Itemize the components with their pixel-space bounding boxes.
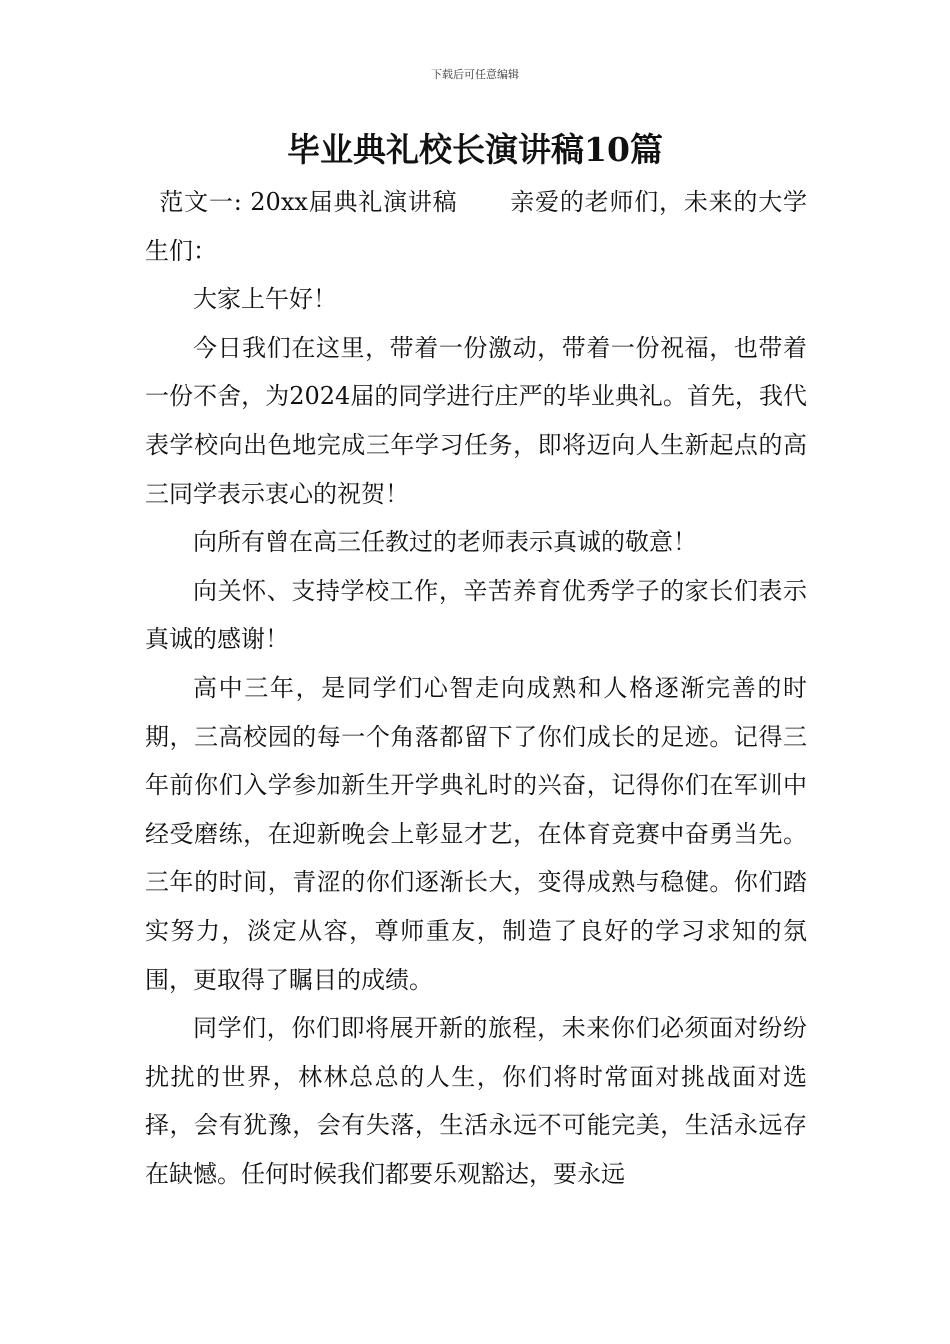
header-note: 下载后可任意编辑 xyxy=(431,68,519,81)
intro-label: 范文一: 20xx届典礼演讲稿 xyxy=(159,188,458,216)
intro-paragraph xyxy=(145,178,807,275)
paragraph-opening: 今日我们在这里，带着一份激动，带着一份祝福，也带着一份不舍，为2024届的同学进行庄严的毕业典礼。首先，我代表学校向出色地完成三年学习任务，即将迈向人生新起点的高三同学表示衷心的祝贺！ xyxy=(145,333,807,508)
paragraph-parents: 向关怀、支持学校工作，辛苦养育优秀学子的家长们表示真诚的感谢！ xyxy=(145,576,807,654)
document-title: 毕业典礼校长演讲稿10篇 xyxy=(287,130,663,169)
paragraph-future: 同学们，你们即将展开新的旅程，未来你们必须面对纷纷扰扰的世界，林林总总的人生，你们将时常面对挑战面对选择，会有犹豫，会有失落，生活永远不可能完美，生活永远存在缺憾。任何时候我们都要乐观豁达，要永远 xyxy=(145,1014,807,1188)
document-body xyxy=(145,178,807,1198)
paragraph-greeting: 大家上午好！ xyxy=(193,285,337,314)
intro-salutation: 亲爱的老师们，未来的大学生们： xyxy=(145,188,808,265)
paragraph-teachers: 向所有曾在高三任教过的老师表示真诚的敬意！ xyxy=(193,528,697,557)
paragraph-three-years: 高中三年，是同学们心智走向成熟和人格逐渐完善的时期，三高校园的每一个角落都留下了你们成长的足迹。记得三年前你们入学参加新生开学典礼时的兴奋，记得你们在军训中经受磨练，在迎新晚会上彰显才艺，在体育竞赛中奋勇当先。三年的时间，青涩的你们逐渐长大，变得成熟与稳健。你们踏实努力，淡定从容，尊师重友，制造了良好的学习求知的氛围，更取得了瞩目的成绩。 xyxy=(145,673,807,994)
